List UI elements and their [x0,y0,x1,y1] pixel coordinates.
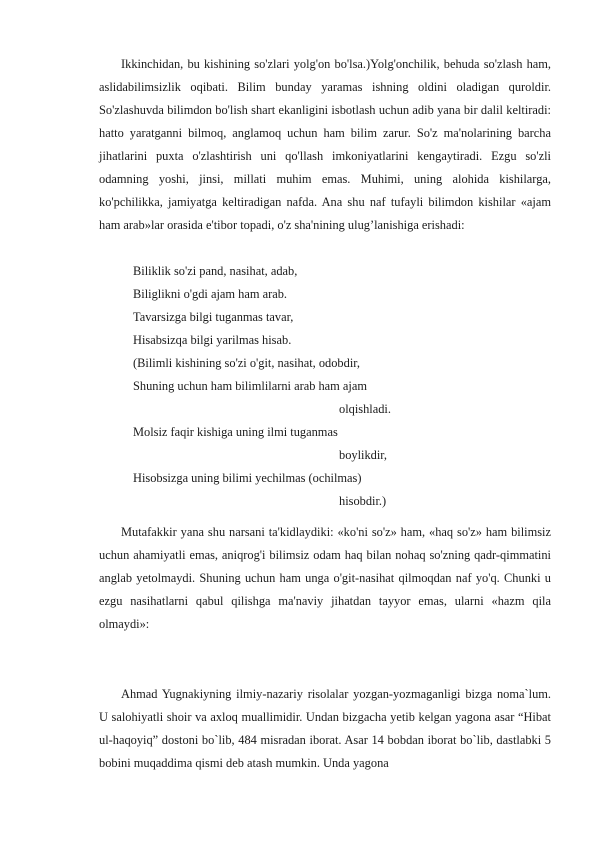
verse-block [133,260,433,513]
paragraph-main: Mutafakkir yana shu narsani ta'kidlaydiki: «ko'ni so'z» ham, «haq so'z» ham bilimsiz uchun ahamiyatli emas, aniqrog'i bilimsiz odam haq bilan nohaq so'zning qadr-qimmatini anglab yetolmaydi. Shuning uchun ham unga o'git-nasihat qilmoqdan naf yo'q. Chunki u ezgu nasihatlarni qabul qilishga ma'naviy jihatdan tayyor emas, ularni «hazm qila olmaydi»: [99,525,551,631]
verse-line: Shuning uchun ham bilimlilarni arab ham ajam [133,379,367,393]
verse-line: Tavarsizga bilgi tuganmas tavar, [133,310,294,324]
verse-line-continuation: hisobdir.) [339,494,387,508]
verse-line: Hisabsizqa bilgi yarilmas hisab. [133,333,292,347]
verse-line: Biliglikni o'gdi ajam ham arab. [133,287,287,301]
paragraph-closing: Ahmad Yugnakiyning ilmiy-nazariy risolalar yozgan-yozmaganligi bizga noma`lum. U salohiyatli shoir va axloq muallimidir. Undan bizgacha yetib kelgan yagona asar “Hibat ul-haqoyiq” dostoni bo`lib, 484 misradan iborat. Asar 14 bobdan iborat bo`lib, dastlabki 5 bobini muqaddima qismi deb atash mumkin. Unda yagona [99,687,551,770]
verse-line: (Bilimli kishining so'zi o'git, nasihat, odobdir, [133,356,360,370]
verse-line: Molsiz faqir kishiga uning ilmi tuganmas [133,425,338,439]
verse-line: Biliklik so'zi pand, nasihat, adab, [133,264,298,278]
paragraph-intro: Ikkinchidan, bu kishining so'zlari yolg'on bo'lsa.)Yolg'onchilik, behuda so'zlash ham, aslidabilimsizlik oqibati. Bilim bunday yaramas ishning oldini oladigan quroldir. So'zlashuvda bilimdon bo'lish shart ekanligini isbotlash uchun adib yana bir dalil keltiradi: hatto yaratganni bilmoq, anglamoq uchun ham bilim zarur. So'z ma'nolarining barcha jihatlarini puxta o'zlashtirish uni qo'llash imkoniyatlarini kengaytiradi. Ezgu so'zli odamning yoshi, jinsi, millati muhim emas. Muhimi, uning alohida kishilarga, ko'pchilikka, jamiyatga keltiradigan nafda. Ana shu naf tufayli bilimdon kishilar «ajam ham arab»lar orasida e'tibor topadi, o'z sha'nining ulug’lanishiga erishadi: [99,57,551,232]
verse-line-continuation: boylikdir, [339,448,388,462]
verse-line: Hisobsizga uning bilimi yechilmas (ochilmas) [133,471,362,485]
verse-line-continuation: olqishladi. [339,402,391,416]
